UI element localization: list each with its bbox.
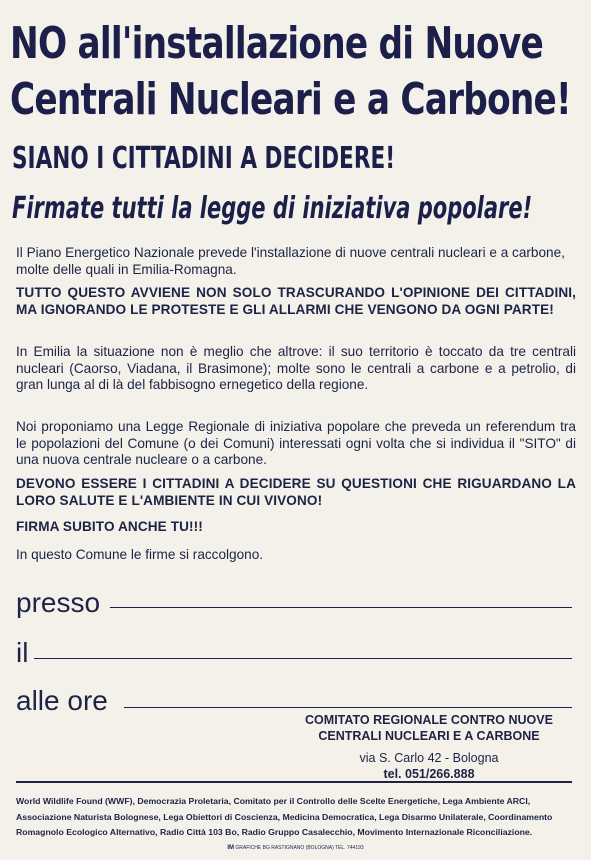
- paragraph-collection: In questo Comune le firme si raccolgono.: [16, 547, 264, 562]
- field-presso-line: [110, 607, 572, 608]
- field-il-line: [34, 658, 572, 659]
- committee-address: via S. Carlo 42 - Bologna: [359, 751, 499, 765]
- field-presso-label: presso: [16, 587, 101, 618]
- supporters-list: World Wildlife Found (WWF), Democrazia Proletaria, Comitato per il Controllo delle Scelte Energetiche, Lega Ambiente ARCI, Associazione Naturista Bolognese, Lega Obiettori di Coscienza, Medicina Democratica, Lega Disarmo Unilaterale, Coordinamento Romagnolo Ecologico Alternativo, Radio Città 103 Bo, Radio Gruppo Casalecchio, Movimento Internazionale Riconciliazione.: [16, 796, 553, 837]
- committee-name-1: COMITATO REGIONALE CONTRO NUOVE: [305, 713, 553, 727]
- committee-block: [289, 712, 569, 782]
- paragraph-decide: DEVONO ESSERE I CITTADINI A DECIDERE SU QUESTIONI CHE RIGUARDANO LA LORO SALUTE E L'AMBIENTE IN CUI VIVONO!: [16, 476, 576, 508]
- headline-line-1: NO all'installazione di Nuove: [10, 18, 543, 69]
- subheadline: SIANO I CITTADINI A DECIDERE!: [12, 141, 396, 176]
- headline-line-2: Centrali Nucleari e a Carbone!: [10, 74, 571, 125]
- printer-logo: IM: [227, 845, 234, 851]
- paragraph-plan: Il Piano Energetico Nazionale prevede l'installazione di nuove centrali nucleari e a carbone, molte delle quali in Emilia-Romagna.: [16, 245, 565, 277]
- printer-text: GRAFICHE BG RASTIGNANO (BOLOGNA) TEL. 744193: [235, 845, 364, 851]
- field-il-label: il: [16, 637, 29, 668]
- committee-phone: tel. 051/266.888: [383, 767, 475, 781]
- footer-divider: [16, 781, 572, 783]
- call-to-sign: Firmate tutti la legge di iniziativa popolare!: [12, 191, 533, 226]
- printer-credit: [0, 845, 591, 851]
- paragraph-sign-now: FIRMA SUBITO ANCHE TU!!!: [16, 519, 203, 534]
- paragraph-ignoring: TUTTO QUESTO AVVIENE NON SOLO TRASCURANDO L'OPINIONE DEI CITTADINI, MA IGNORANDO LE PROTESTE E GLI ALLARMI CHE VENGONO DA OGNI PARTE!: [16, 285, 576, 317]
- paragraph-proposal: Noi proponiamo una Legge Regionale di iniziativa popolare che preveda un referendum tra le popolazioni del Comune (o dei Comuni) interessati ogni volta che si individua il "SITO" di una nuova centrale nucleare o a carbone.: [16, 419, 576, 467]
- paragraph-emilia: In Emilia la situazione non è meglio che altrove: il suo territorio è toccato da tre centrali nucleari (Caorso, Viadana, il Brasimone); molte sono le centrali a carbone e a petrolio, di gran lunga al di là del fabbisogno ernegetico della regione.: [16, 344, 576, 392]
- field-alle-ore-line: [124, 707, 572, 708]
- field-alle-ore-label: alle ore: [16, 685, 108, 716]
- committee-name-2: CENTRALI NUCLEARI E A CARBONE: [318, 729, 540, 743]
